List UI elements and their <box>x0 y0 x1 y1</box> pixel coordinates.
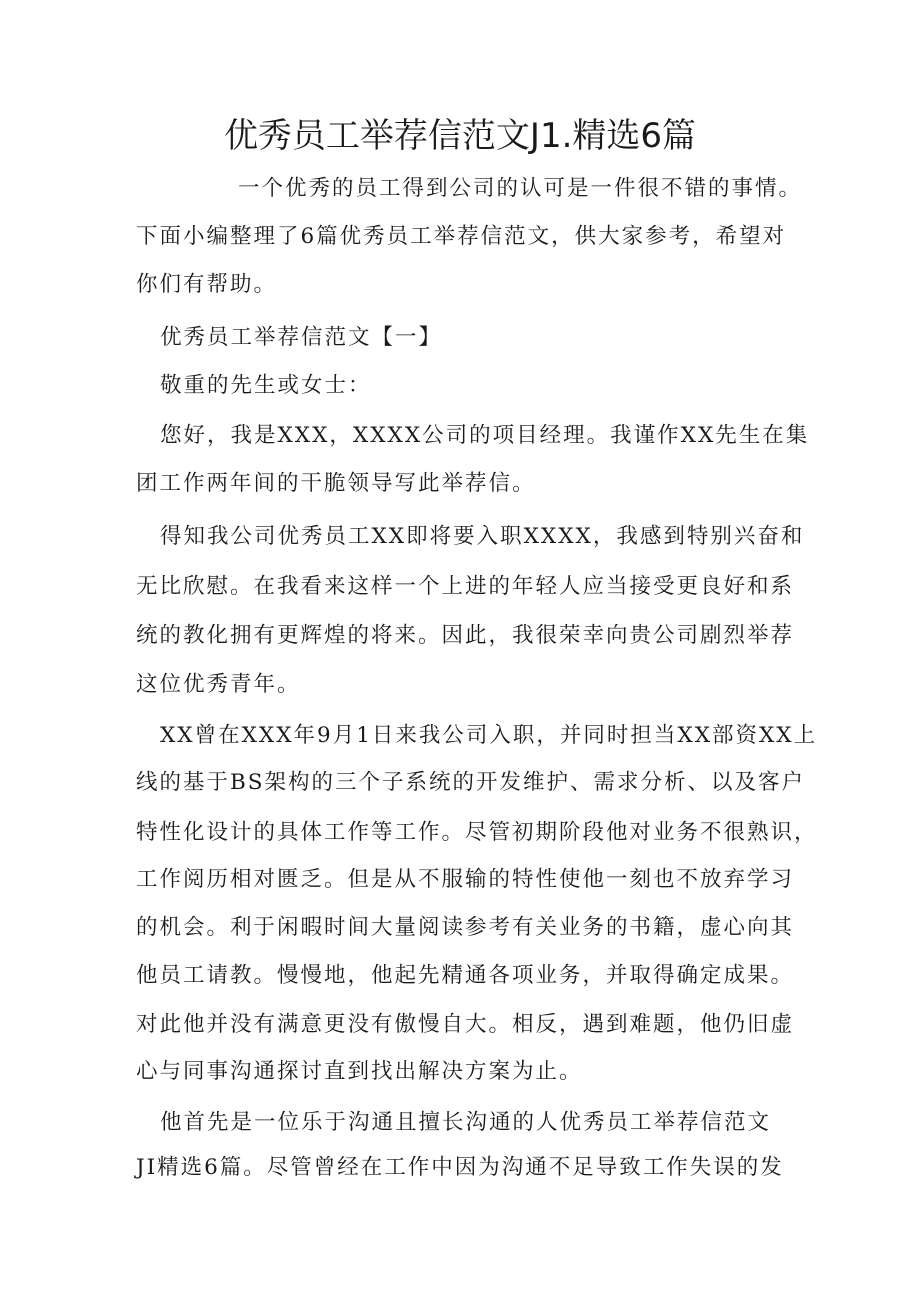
intro-line-2: 下面小编整理了6篇优秀员工举荐信范文，供大家参考，希望对 <box>136 224 787 249</box>
intro-line-1: 一个优秀的员工得到公司的认可是一件很不错的事情。 <box>238 176 803 201</box>
paragraph-4-line-1: 他首先是一位乐于沟通且擅长沟通的人优秀员工举荐信范文 <box>160 1110 772 1135</box>
paragraph-3-line-1: XX曾在XXX年9月1日来我公司入职，并同时担当XX部资XX上 <box>160 723 818 748</box>
paragraph-2-line-3: 统的教化拥有更辉煌的将来。因此，我很荣幸向贵公司剧烈举荐 <box>136 623 795 648</box>
paragraph-1-line-1: 您好，我是XXX，XXXX公司的项目经理。我谨作XX先生在集 <box>160 423 810 448</box>
paragraph-1-line-2: 团工作两年间的干脆领导写此举荐信。 <box>136 471 536 496</box>
paragraph-3-line-3: 特性化设计的具体工作等工作。尽管初期阶段他对业务不很熟识， <box>136 820 818 845</box>
paragraph-3-line-6: 他员工请教。慢慢地，他起先精通各项业务，并取得确定成果。 <box>136 963 795 988</box>
section-heading: 优秀员工举荐信范文【一】 <box>160 325 443 350</box>
paragraph-2-line-1: 得知我公司优秀员工XX即将要入职XXXX，我感到特别兴奋和 <box>160 524 805 549</box>
paragraph-3-line-8: 心与同事沟通探讨直到找出解决方案为止。 <box>136 1059 583 1084</box>
paragraph-3-line-2: 线的基于BS架构的三个子系统的开发维护、需求分析、以及客户 <box>136 770 806 795</box>
paragraph-3-line-4: 工作阅历相对匮乏。但是从不服输的特性使他一刻也不放弃学习 <box>136 867 795 892</box>
salutation: 敬重的先生或女士： <box>160 373 372 398</box>
paragraph-3-line-7: 对此他并没有满意更没有傲慢自大。相反，遇到难题，他仍旧虚 <box>136 1012 795 1037</box>
intro-line-3: 你们有帮助。 <box>136 272 278 297</box>
paragraph-4-line-2: JI精选6篇。尽管曾经在工作中因为沟通不足导致工作失误的发 <box>136 1155 784 1180</box>
document-title: 优秀员工举荐信范文J1.精选6篇 <box>223 116 697 156</box>
paragraph-3-line-5: 的机会。利于闲暇时间大量阅读参考有关业务的书籍，虚心向其 <box>136 915 795 940</box>
paragraph-2-line-2: 无比欣慰。在我看来这样一个上进的年轻人应当接受更良好和系 <box>136 574 795 599</box>
paragraph-2-line-4: 这位优秀青年。 <box>136 672 301 697</box>
